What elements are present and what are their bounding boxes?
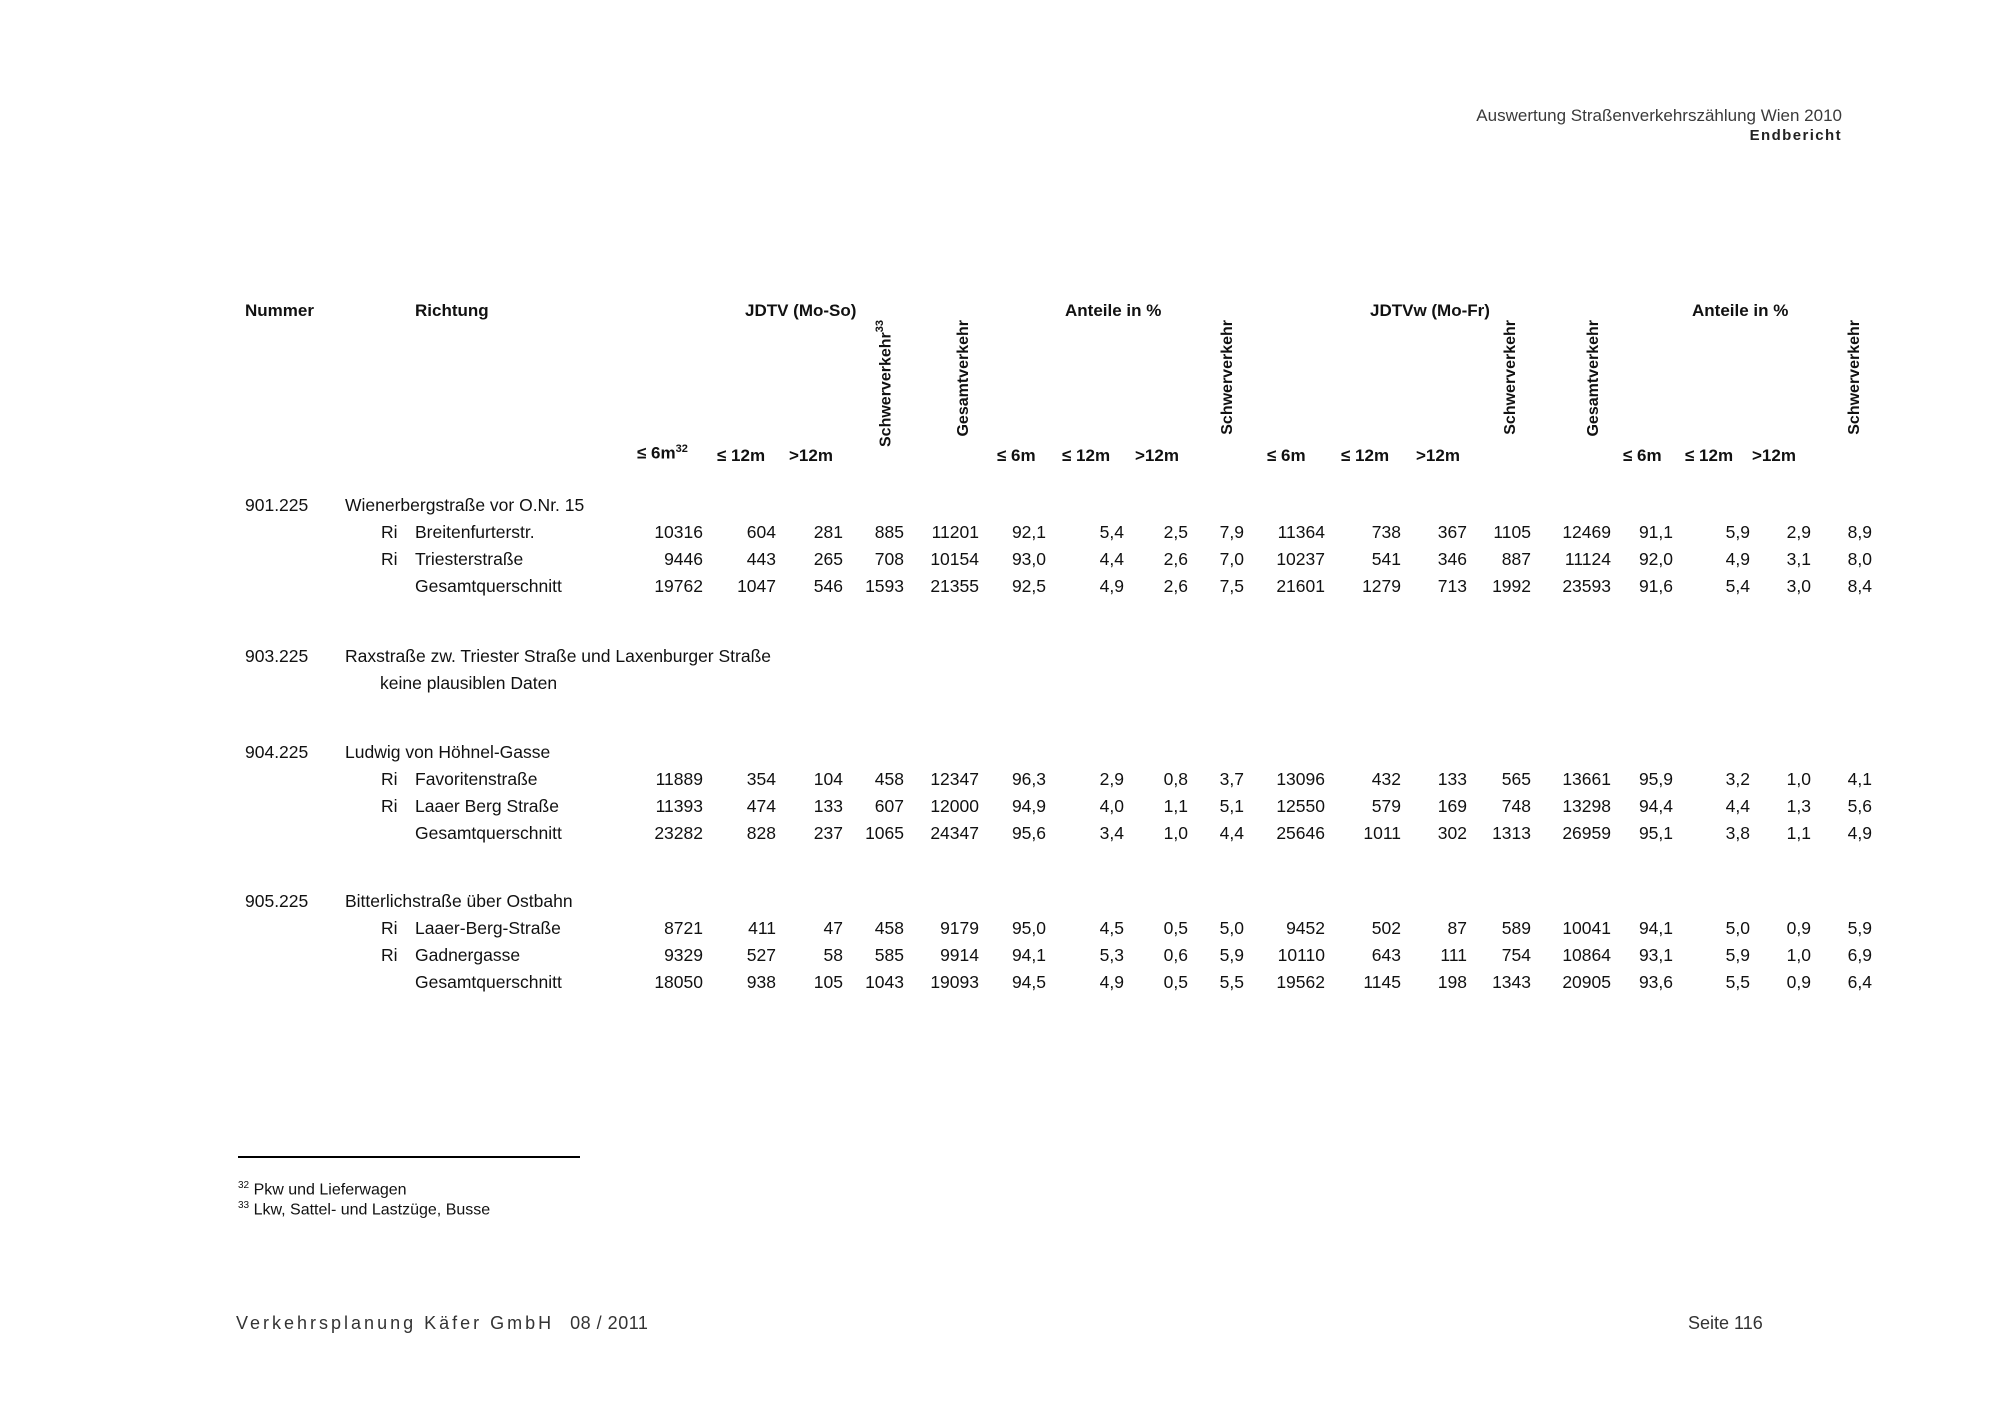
table-cell: 458 <box>874 918 904 938</box>
direction-name: Gadnergasse <box>415 945 521 965</box>
table-cell: 8,9 <box>1847 522 1872 542</box>
table-cell: 7,5 <box>1219 576 1244 596</box>
table-cell: 3,1 <box>1786 549 1811 569</box>
table-cell: 4,0 <box>1099 796 1124 816</box>
station-number: 901.225 <box>245 495 309 515</box>
station-name: Bitterlichstraße über Ostbahn <box>345 891 573 911</box>
table-cell: 4,4 <box>1219 823 1244 843</box>
header-le12m-anteile1: ≤ 12m <box>1062 446 1111 465</box>
table-cell: 5,4 <box>1099 522 1124 542</box>
table-cell: 2,6 <box>1163 549 1188 569</box>
table-cell: 95,9 <box>1638 769 1673 789</box>
table-cell: 589 <box>1501 918 1531 938</box>
table-cell: 1,0 <box>1786 945 1811 965</box>
table-cell: 938 <box>746 972 776 992</box>
station-number: 905.225 <box>245 891 309 911</box>
table-cell: 133 <box>1437 769 1467 789</box>
table-cell: 7,0 <box>1219 549 1244 569</box>
table-cell: 8,0 <box>1847 549 1872 569</box>
table-cell: 541 <box>1371 549 1401 569</box>
table-cell: 96,3 <box>1011 769 1046 789</box>
table-cell: 21355 <box>930 576 979 596</box>
table-cell: 23593 <box>1562 576 1611 596</box>
table-cell: 93,6 <box>1638 972 1673 992</box>
station-number: 904.225 <box>245 742 309 762</box>
table-cell: 579 <box>1371 796 1401 816</box>
table-cell: 585 <box>874 945 904 965</box>
table-cell: 19762 <box>654 576 703 596</box>
table-cell: 92,5 <box>1011 576 1046 596</box>
table-cell: 13661 <box>1562 769 1611 789</box>
table-cell: 2,9 <box>1786 522 1811 542</box>
table-cell: 95,1 <box>1638 823 1673 843</box>
table-cell: 367 <box>1437 522 1467 542</box>
header-gesamtverkehr-jdtv: Gesamtverkehr <box>955 320 972 437</box>
table-cell: 10237 <box>1276 549 1325 569</box>
header-jdtvw: JDTVw (Mo-Fr) <box>1370 301 1490 320</box>
table-cell: 5,9 <box>1725 522 1750 542</box>
table-cell: 9914 <box>940 945 979 965</box>
direction-name: Triesterstraße <box>415 549 524 569</box>
table-cell: 93,1 <box>1638 945 1673 965</box>
direction-name: Favoritenstraße <box>415 769 538 789</box>
table-cell: 11393 <box>655 796 703 816</box>
table-cell: 105 <box>813 972 843 992</box>
table-cell: 4,9 <box>1099 972 1124 992</box>
table-cell: 4,1 <box>1847 769 1872 789</box>
table-cell: 9452 <box>1286 918 1325 938</box>
table-cell: 169 <box>1437 796 1467 816</box>
table-cell: 2,5 <box>1163 522 1188 542</box>
table-cell: 2,6 <box>1163 576 1188 596</box>
table-cell: 23282 <box>654 823 703 843</box>
document-header-subtitle: Endbericht <box>1749 127 1842 144</box>
table-cell: 565 <box>1501 769 1531 789</box>
header-le6m-jdtvw: ≤ 6m <box>1267 446 1306 465</box>
table-cell: 12469 <box>1562 522 1611 542</box>
header-le6m-anteile1: ≤ 6m <box>997 446 1036 465</box>
table-cell: 0,5 <box>1163 918 1188 938</box>
header-gt12m-jdtv: >12m <box>789 446 833 465</box>
table-cell: 5,3 <box>1099 945 1124 965</box>
table-cell: 0,5 <box>1163 972 1188 992</box>
header-le6m-anteile2: ≤ 6m <box>1623 446 1662 465</box>
table-cell: 0,9 <box>1786 918 1811 938</box>
table-cell: 604 <box>746 522 776 542</box>
header-nummer: Nummer <box>245 301 314 320</box>
footnote-separator <box>238 1156 580 1158</box>
direction-prefix: Ri <box>381 549 398 569</box>
table-cell: 5,1 <box>1219 796 1244 816</box>
table-cell: 1992 <box>1492 576 1531 596</box>
table-cell: 0,6 <box>1163 945 1188 965</box>
station-name: Wienerbergstraße vor O.Nr. 15 <box>345 495 585 515</box>
footnote-33: $^{33}$ Lkw, Sattel- und Lastzüge, Busse <box>238 1200 491 1219</box>
station-number: 903.225 <box>245 646 309 666</box>
table-cell: 713 <box>1437 576 1467 596</box>
table-cell: 9329 <box>664 945 703 965</box>
table-cell: 4,9 <box>1099 576 1124 596</box>
header-le12m-anteile2: ≤ 12m <box>1685 446 1734 465</box>
station-name: Raxstraße zw. Triester Straße und Laxenburger Straße <box>345 646 772 666</box>
table-cell: 6,9 <box>1847 945 1872 965</box>
table-cell: 4,9 <box>1847 823 1872 843</box>
table-cell: 10316 <box>654 522 703 542</box>
header-schwerverkehr-jdtvw: Schwerverkehr <box>1502 320 1519 435</box>
table-cell: 10041 <box>1562 918 1611 938</box>
table-cell: 1,1 <box>1786 823 1811 843</box>
header-schwerverkehr-jdtv: Schwerverkehr$^{33}$ <box>874 320 895 447</box>
direction-prefix: Ri <box>381 945 398 965</box>
header-anteile-jdtv: Anteile in % <box>1065 301 1162 320</box>
table-cell: 1,0 <box>1786 769 1811 789</box>
header-gt12m-jdtvw: >12m <box>1416 446 1460 465</box>
table-cell: 237 <box>813 823 843 843</box>
footer-company: Verkehrsplanung Käfer GmbH 08 / 2011 <box>236 1313 649 1333</box>
direction-name: Gesamtquerschnitt <box>415 576 562 596</box>
table-cell: 302 <box>1437 823 1467 843</box>
table-cell: 95,0 <box>1011 918 1046 938</box>
table-cell: 411 <box>748 918 776 938</box>
table-cell: 887 <box>1501 549 1531 569</box>
table-cell: 95,6 <box>1011 823 1046 843</box>
table-cell: 3,7 <box>1219 769 1244 789</box>
table-cell: 94,1 <box>1011 945 1046 965</box>
table-cell: 1065 <box>865 823 904 843</box>
table-cell: 1043 <box>865 972 904 992</box>
table-cell: 94,4 <box>1638 796 1673 816</box>
table-cell: 4,4 <box>1099 549 1124 569</box>
table-cell: 1343 <box>1492 972 1531 992</box>
table-cell: 3,2 <box>1725 769 1750 789</box>
table-cell: 5,4 <box>1725 576 1750 596</box>
table-cell: 13096 <box>1276 769 1325 789</box>
table-cell: 91,1 <box>1638 522 1673 542</box>
table-cell: 4,4 <box>1725 796 1750 816</box>
header-gt12m-anteile1: >12m <box>1135 446 1179 465</box>
table-cell: 3,4 <box>1099 823 1124 843</box>
table-cell: 1,3 <box>1786 796 1811 816</box>
table-cell: 643 <box>1371 945 1401 965</box>
table-cell: 1145 <box>1363 972 1401 992</box>
table-cell: 0,9 <box>1786 972 1811 992</box>
table-cell: 748 <box>1501 796 1531 816</box>
table-cell: 10154 <box>930 549 979 569</box>
table-cell: 11124 <box>1564 549 1611 569</box>
table-cell: 5,0 <box>1219 918 1244 938</box>
direction-prefix: Ri <box>381 918 398 938</box>
table-cell: 5,0 <box>1725 918 1750 938</box>
table-cell: 5,9 <box>1725 945 1750 965</box>
table-cell: 607 <box>874 796 904 816</box>
table-cell: 5,9 <box>1219 945 1244 965</box>
table-cell: 25646 <box>1276 823 1325 843</box>
table-cell: 458 <box>874 769 904 789</box>
table-cell: 546 <box>813 576 843 596</box>
header-le12m-jdtvw: ≤ 12m <box>1341 446 1390 465</box>
table-cell: 19562 <box>1276 972 1325 992</box>
table-cell: 5,5 <box>1219 972 1244 992</box>
table-cell: 432 <box>1371 769 1401 789</box>
table-cell: 8,4 <box>1847 576 1872 596</box>
table-cell: 0,8 <box>1163 769 1188 789</box>
table-cell: 12550 <box>1276 796 1325 816</box>
table-cell: 111 <box>1440 945 1467 965</box>
direction-prefix: Ri <box>381 522 398 542</box>
table-cell: 885 <box>874 522 904 542</box>
table-cell: 6,4 <box>1847 972 1872 992</box>
header-gt12m-anteile2: >12m <box>1752 446 1796 465</box>
table-cell: 8721 <box>664 918 703 938</box>
table-cell: 1105 <box>1493 522 1531 542</box>
table-cell: 708 <box>874 549 904 569</box>
table-cell: 11364 <box>1277 522 1325 542</box>
footer-page-number: Seite 116 <box>1688 1313 1763 1333</box>
table-cell: 1011 <box>1363 823 1401 843</box>
table-cell: 198 <box>1437 972 1467 992</box>
direction-name: Laaer Berg Straße <box>415 796 559 816</box>
direction-name: Gesamtquerschnitt <box>415 823 562 843</box>
table-cell: 281 <box>813 522 843 542</box>
table-cell: 10110 <box>1277 945 1325 965</box>
table-cell: 2,9 <box>1099 769 1124 789</box>
table-cell: 1047 <box>737 576 776 596</box>
station-note: keine plausiblen Daten <box>380 673 558 693</box>
table-cell: 5,9 <box>1847 918 1872 938</box>
table-cell: 47 <box>823 918 843 938</box>
header-gesamtverkehr-jdtvw: Gesamtverkehr <box>1585 320 1602 437</box>
table-cell: 3,8 <box>1725 823 1750 843</box>
table-cell: 9446 <box>664 549 703 569</box>
table-cell: 24347 <box>930 823 979 843</box>
table-cell: 104 <box>813 769 843 789</box>
table-cell: 91,6 <box>1638 576 1673 596</box>
table-cell: 94,1 <box>1638 918 1673 938</box>
table-cell: 1313 <box>1492 823 1531 843</box>
table-cell: 4,5 <box>1099 918 1124 938</box>
footer-date: 08 / 2011 <box>570 1313 649 1333</box>
direction-name: Gesamtquerschnitt <box>415 972 562 992</box>
direction-prefix: Ri <box>381 796 398 816</box>
table-cell: 11889 <box>655 769 703 789</box>
table-cell: 828 <box>746 823 776 843</box>
header-le12m-jdtv: ≤ 12m <box>717 446 766 465</box>
table-cell: 9179 <box>940 918 979 938</box>
table-cell: 58 <box>823 945 843 965</box>
table-cell: 265 <box>813 549 843 569</box>
table-cell: 12347 <box>930 769 979 789</box>
table-cell: 7,9 <box>1219 522 1244 542</box>
table-cell: 19093 <box>930 972 979 992</box>
table-cell: 13298 <box>1562 796 1611 816</box>
table-cell: 3,0 <box>1786 576 1811 596</box>
table-cell: 21601 <box>1276 576 1325 596</box>
station-name: Ludwig von Höhnel-Gasse <box>345 742 551 762</box>
table-cell: 93,0 <box>1011 549 1046 569</box>
table-cell: 94,5 <box>1011 972 1046 992</box>
direction-name: Laaer-Berg-Straße <box>415 918 561 938</box>
table-cell: 5,6 <box>1847 796 1872 816</box>
document-header-title: Auswertung Straßenverkehrszählung Wien 2010 <box>1476 106 1842 125</box>
table-cell: 1,1 <box>1163 796 1188 816</box>
footnote-32: $^{32}$ Pkw und Lieferwagen <box>238 1180 407 1199</box>
direction-name: Breitenfurterstr. <box>415 522 535 542</box>
table-cell: 92,0 <box>1638 549 1673 569</box>
table-cell: 10864 <box>1562 945 1611 965</box>
header-schwerverkehr-anteile2: Schwerverkehr <box>1846 320 1863 435</box>
table-cell: 1279 <box>1362 576 1401 596</box>
table-cell: 87 <box>1447 918 1467 938</box>
direction-prefix: Ri <box>381 769 398 789</box>
table-cell: 12000 <box>930 796 979 816</box>
table-cell: 5,5 <box>1725 972 1750 992</box>
table-cell: 502 <box>1371 918 1401 938</box>
header-richtung: Richtung <box>415 301 489 320</box>
header-schwerverkehr-anteile1: Schwerverkehr <box>1219 320 1236 435</box>
table-cell: 474 <box>746 796 776 816</box>
table-cell: 4,9 <box>1725 549 1750 569</box>
header-anteile-jdtvw: Anteile in % <box>1692 301 1789 320</box>
table-cell: 26959 <box>1562 823 1611 843</box>
header-le6m-jdtv: ≤ $6m^{32}$ <box>637 443 688 463</box>
table-cell: 354 <box>746 769 776 789</box>
table-cell: 18050 <box>654 972 703 992</box>
table-cell: 527 <box>746 945 776 965</box>
header-jdtv: JDTV (Mo-So) <box>745 301 857 320</box>
table-cell: 738 <box>1371 522 1401 542</box>
table-cell: 754 <box>1501 945 1531 965</box>
table-cell: 20905 <box>1562 972 1611 992</box>
table-cell: 346 <box>1437 549 1467 569</box>
table-cell: 94,9 <box>1011 796 1046 816</box>
table-cell: 11201 <box>931 522 979 542</box>
table-cell: 1593 <box>865 576 904 596</box>
table-cell: 443 <box>746 549 776 569</box>
table-cell: 133 <box>813 796 843 816</box>
table-cell: 92,1 <box>1011 522 1046 542</box>
table-cell: 1,0 <box>1163 823 1188 843</box>
